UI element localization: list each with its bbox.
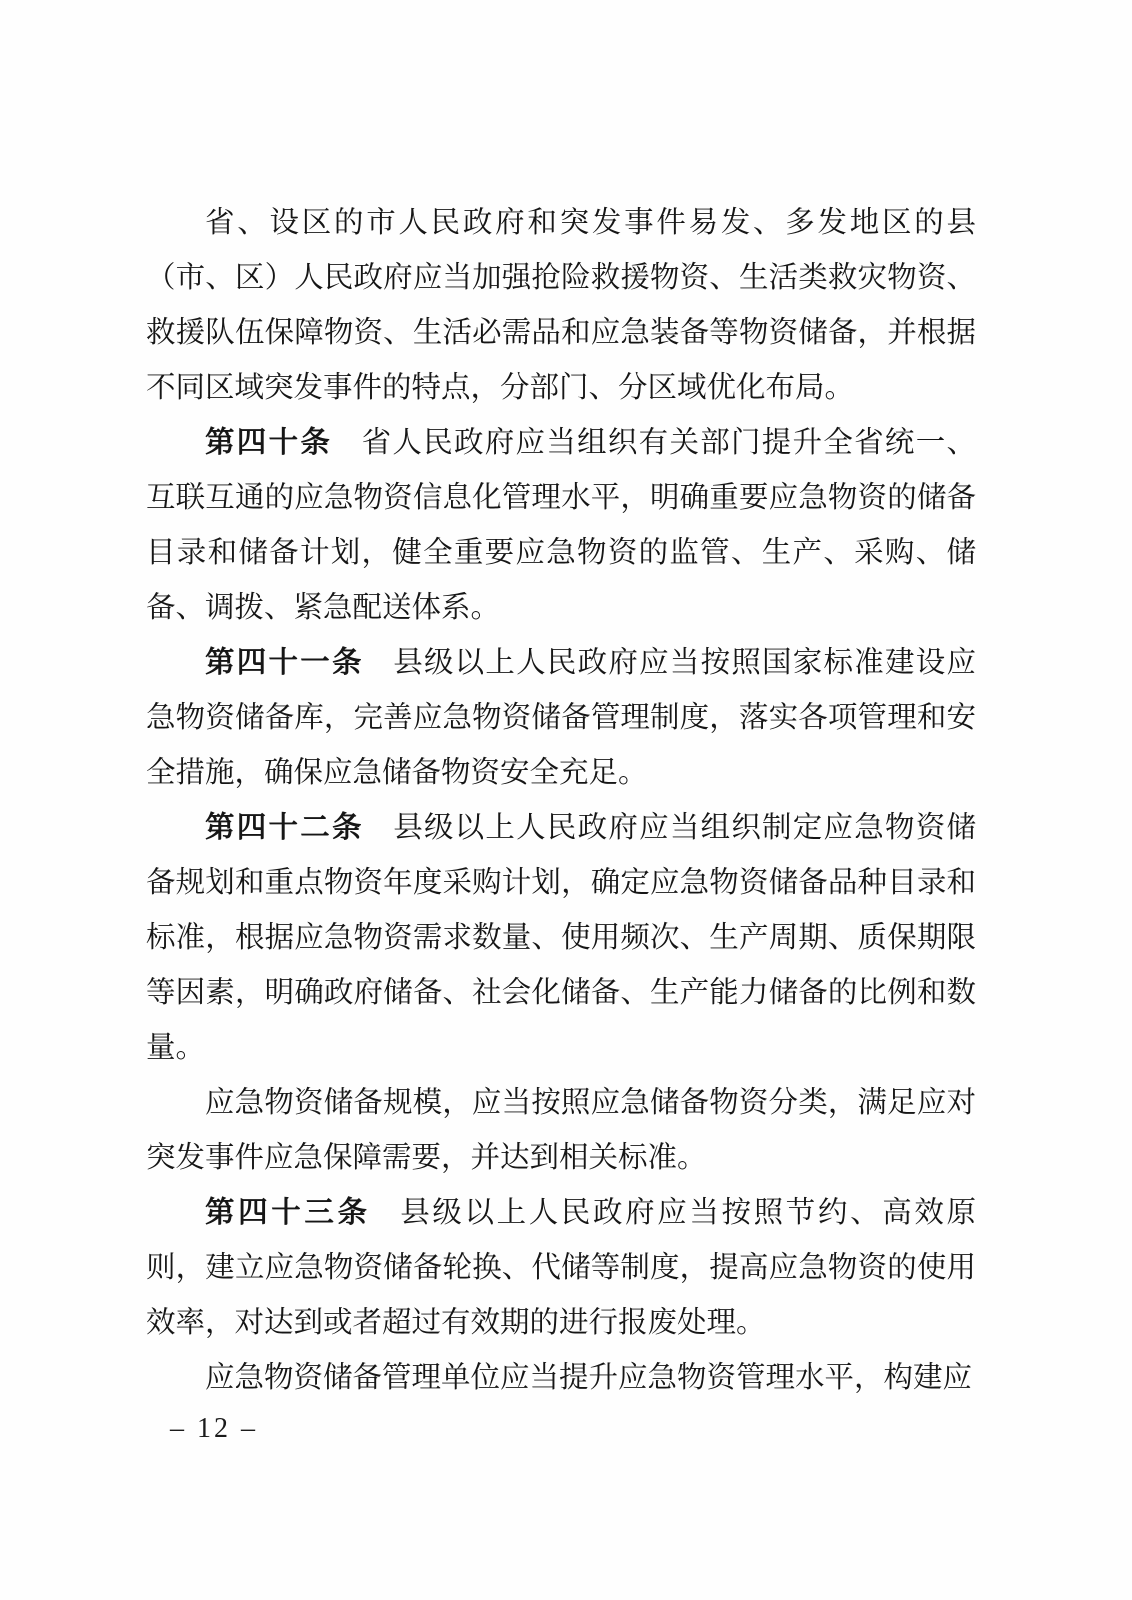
- paragraph-text: 县级以上人民政府应当按照国家标准建设应急物资储备库，完善应急物资储备管理制度，落实各项管理和安全措施，确保应急储备物资安全充足。: [146, 647, 976, 789]
- page-number: – 12 –: [170, 1413, 258, 1444]
- paragraph: [146, 416, 976, 636]
- paragraph-text: 省、设区的市人民政府和突发事件易发、多发地区的县（市、区）人民政府应当加强抢险救援物资、生活类救灾物资、救援队伍保障物资、生活必需品和应急装备等物资储备，并根据不同区域突发事件的特点，分部门、分区域优化布局。: [146, 207, 976, 404]
- paragraph: [146, 636, 976, 801]
- article-number: 第四十三条: [205, 1197, 371, 1229]
- article-number: 第四十条: [205, 427, 333, 459]
- paragraph-text: 县级以上人民政府应当组织制定应急物资储备规划和重点物资年度采购计划，确定应急物资储备品种目录和标准，根据应急物资需求数量、使用频次、生产周期、质保期限等因素，明确政府储备、社会化储备、生产能力储备的比例和数量。: [146, 812, 976, 1064]
- article-number: 第四十二条: [205, 812, 364, 844]
- paragraph: [146, 1186, 976, 1351]
- paragraph: [146, 1351, 976, 1406]
- paragraph: [146, 801, 976, 1076]
- article-number: 第四十一条: [205, 647, 364, 679]
- paragraph-text: 省人民政府应当组织有关部门提升全省统一、互联互通的应急物资信息化管理水平，明确重要应急物资的储备目录和储备计划，健全重要应急物资的监管、生产、采购、储备、调拨、紧急配送体系。: [146, 427, 976, 624]
- paragraph: [146, 1076, 976, 1186]
- paragraph: [146, 196, 976, 416]
- paragraph-text: 县级以上人民政府应当按照节约、高效原则，建立应急物资储备轮换、代储等制度，提高应急物资的使用效率，对达到或者超过有效期的进行报废处理。: [146, 1197, 976, 1339]
- document-body: [146, 196, 976, 1406]
- paragraph-text: 应急物资储备规模，应当按照应急储备物资分类，满足应对突发事件应急保障需要，并达到相关标准。: [146, 1087, 976, 1174]
- paragraph-text: 应急物资储备管理单位应当提升应急物资管理水平，构建应: [205, 1362, 973, 1394]
